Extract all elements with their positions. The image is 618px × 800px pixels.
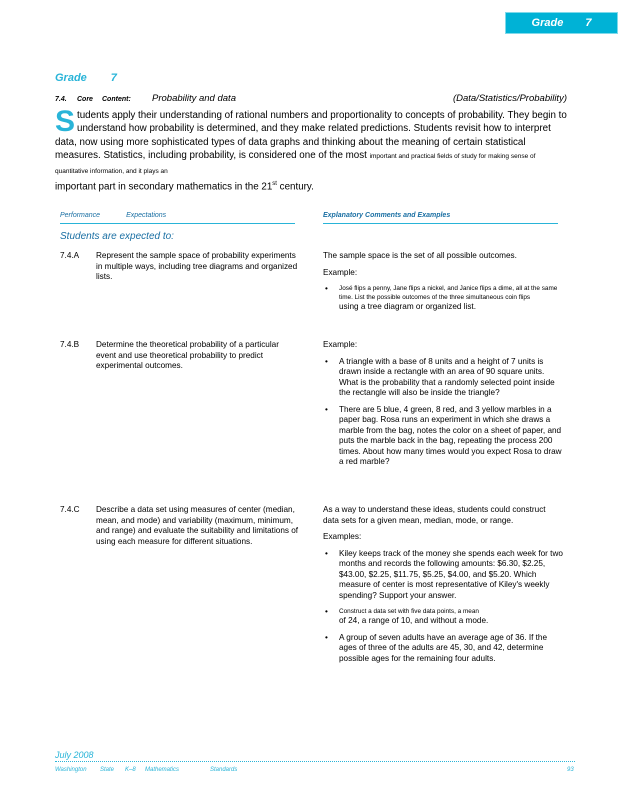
intro-text: tudents apply their understanding of rational numbers and proportionality to concepts of probability. They begin to understand how probability is determined, and they make related predictions. Students revisit how to interpret data, now using more sophisticated types of data graphs and thinking about the meaning of certain statistical measures. Statistics, including probability, is considered one of the most	[55, 110, 567, 162]
example-text: of 24, a range of 10, and without a mode.	[339, 616, 489, 625]
intro-superscript: st	[272, 181, 277, 188]
example-list	[323, 284, 563, 313]
footer-word: K–8	[125, 767, 136, 773]
grade-tab-label: Grade	[531, 17, 564, 29]
content-label: Content:	[102, 96, 131, 103]
example-item: • There are 5 blue, 4 green, 8 red, and 3 yellow marbles in a paper bag. Rosa runs an experiment in which she draws a marble from the bag, notes the color on a sheet of paper, and puts the marble back in the bag, repeating the process 200 times. About how many times would you expect Rosa to draw a red marble?	[339, 405, 563, 468]
intro-text-end-post: century.	[276, 181, 314, 193]
comment-text: As a way to understand these ideas, students could construct data sets for a given mean, median, mode, or range.	[323, 505, 546, 525]
example-label: Example:	[323, 267, 358, 277]
expectation-desc: Describe a data set using measures of center (median, mean, and mode) and variability (maximum, minimum, and range) and evaluate the suitability and limitations of using each measure for different situations.	[96, 505, 299, 546]
column-header-performance	[60, 212, 295, 224]
example-item	[339, 607, 563, 627]
example-item: • A triangle with a base of 8 units and a height of 7 units is drawn inside a rectangle with an area of 90 square units. What is the probability that a randomly selected point inside the rectangle will also be inside the triangle?	[339, 357, 563, 399]
drop-cap: S	[55, 105, 76, 138]
intro-text-end: important part in secondary mathematics in the 21	[55, 181, 273, 193]
expectation-id: 7.4.A	[60, 251, 80, 260]
example-label: Examples:	[323, 532, 362, 541]
grade-tab-number: 7	[585, 17, 592, 29]
expectation-id: 7.4.C	[60, 505, 80, 514]
example-item: • Kiley keeps track of the money she spends each week for two months and records the following amounts: $6.30, $2.25, $43.00, $2.25, $11.75, $5.25, $4.00, and $5.20. Which measure of center is most representative of Kiley's weekly spending? Support your answer.	[339, 549, 563, 602]
intro-paragraph	[55, 105, 567, 194]
grade-heading-number: 7	[110, 72, 117, 84]
page-number: 93	[567, 767, 574, 773]
footer-divider	[55, 761, 575, 762]
expectation-id: 7.4.B	[60, 340, 80, 349]
footer-date: July 2008	[55, 750, 94, 760]
grade-heading	[55, 72, 117, 84]
comments	[323, 340, 563, 474]
comments	[323, 251, 563, 319]
standard-category: (Data/Statistics/Probability)	[452, 93, 567, 104]
expected-heading: Students are expected to:	[60, 231, 174, 242]
example-list	[323, 549, 563, 665]
example-text: using a tree diagram or organized list.	[339, 302, 476, 311]
intro-text-small: important and practical fields of study for making sense of quantitative information, and it plays an	[55, 153, 536, 175]
footer-word: Washington	[55, 767, 87, 773]
expectation-desc: Determine the theoretical probability of a particular event and use theoretical probability to predict experimental outcomes.	[96, 340, 279, 370]
expectation-desc: Represent the sample space of probability experiments in multiple ways, including tree diagrams and organized lists.	[96, 251, 298, 281]
standard-line	[55, 93, 567, 104]
comments	[323, 505, 563, 670]
footer-word: Standards	[210, 767, 238, 773]
example-small-text: • Construct a data set with five data points, a mean	[339, 608, 479, 615]
standard-topic: Probability and data	[152, 93, 236, 104]
footer-word: Mathematics	[145, 767, 180, 773]
example-small-text: • José flips a penny, Jane flips a nickel, and Janice flips a dime, all at the same time. List the possible outcomes of the three simultaneous coin flips	[339, 285, 558, 301]
example-label: Example:	[323, 340, 358, 349]
standard-number: 7.4.	[55, 96, 67, 103]
column-header-performance-a: Performance	[60, 212, 101, 219]
grade-tab	[505, 12, 618, 34]
column-header-performance-b: Expectations	[126, 212, 167, 219]
column-header-comments: Explanatory Comments and Examples	[323, 212, 558, 224]
comment-text: The sample space is the set of all possible outcomes.	[323, 251, 517, 260]
example-list	[323, 357, 563, 468]
footer-word: State	[100, 767, 115, 773]
grade-heading-label: Grade	[55, 72, 87, 84]
example-item	[339, 284, 563, 313]
example-item: • A group of seven adults have an average age of 36. If the ages of three of the adults are 45, 30, and 42, determine possible ages for the remaining four adults.	[339, 633, 563, 665]
core-label: Core	[77, 96, 93, 103]
